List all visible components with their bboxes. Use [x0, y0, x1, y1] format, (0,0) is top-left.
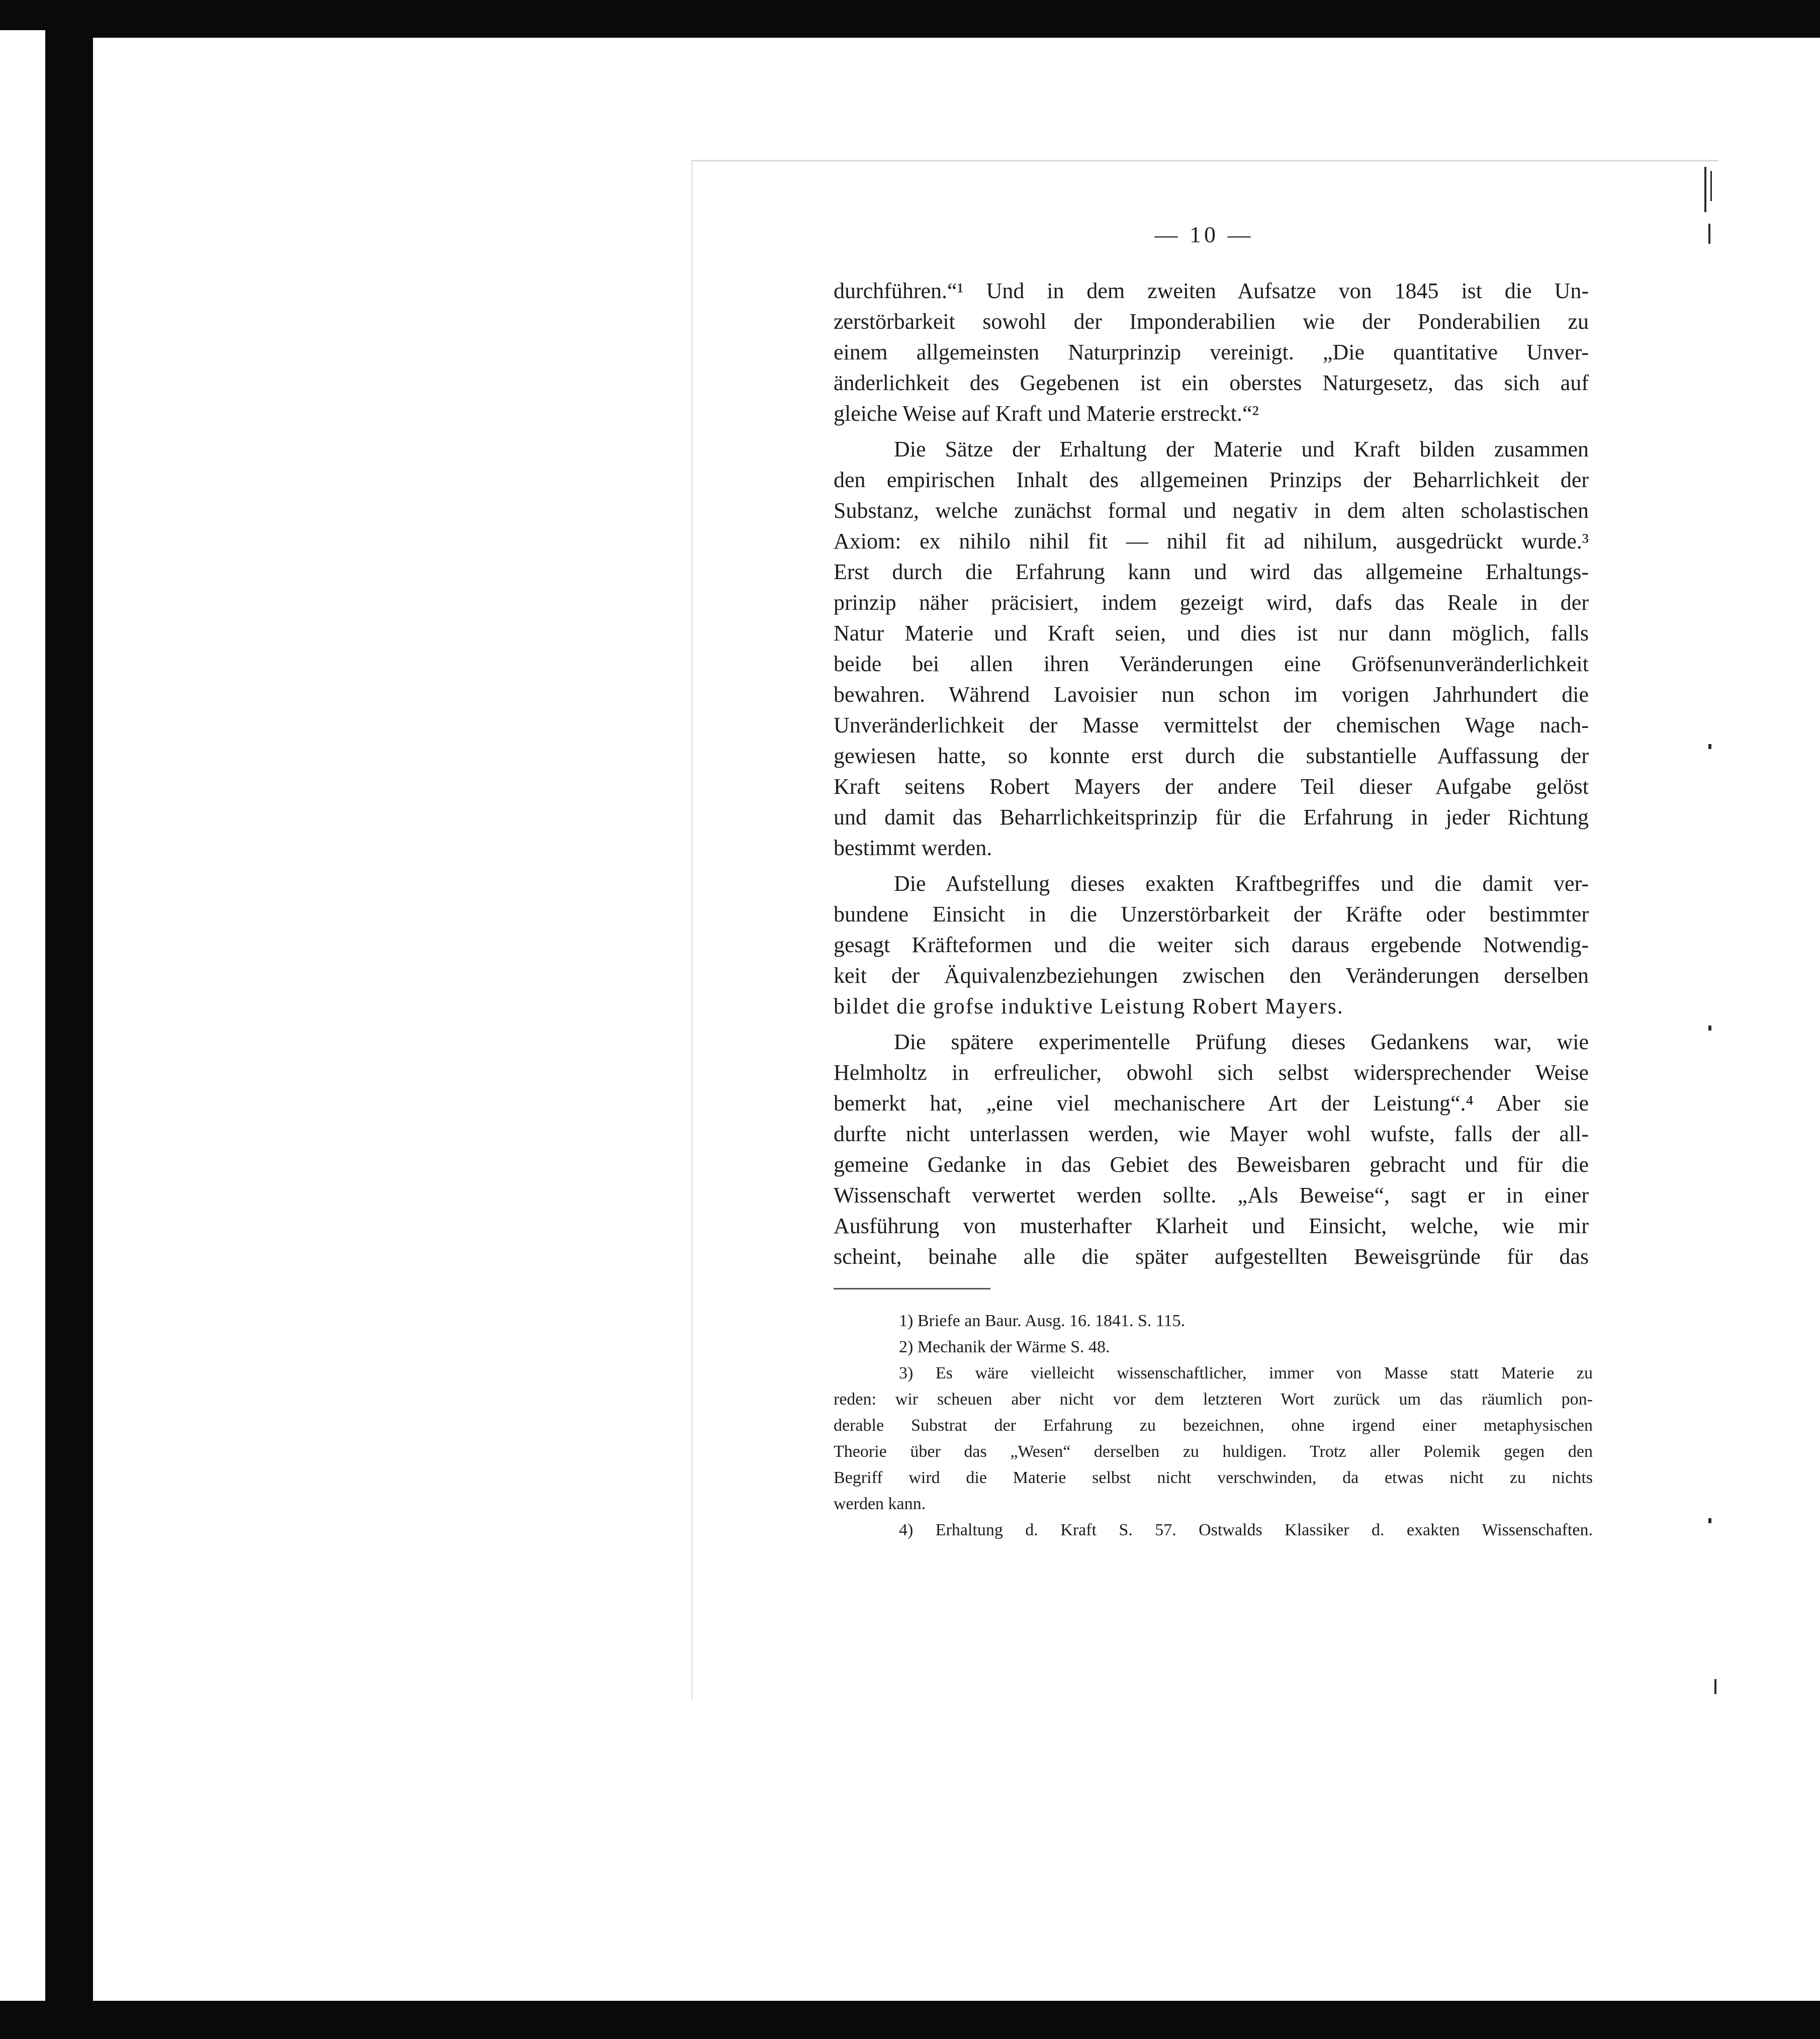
body-line: Die Sätze der Erhaltung der Materie und Kraft bilden zusammen: [894, 437, 1589, 461]
footnote-line: Theorie über das „Wesen“ derselben zu huldigen. Trotz aller Polemik gegen den: [834, 1442, 1593, 1461]
body-line: den empirischen Inhalt des allgemeinen Prinzips der Beharrlichkeit der: [834, 468, 1589, 492]
body-line: durfte nicht unterlassen werden, wie Mayer wohl wufste, falls der all-: [834, 1122, 1589, 1146]
body-line: bestimmt werden.: [834, 836, 992, 860]
body-line: scheint, beinahe alle die später aufgestellten Beweisgründe für das: [834, 1244, 1589, 1269]
scan-margin-strip: [0, 30, 45, 2039]
body-line: Erst durch die Erfahrung kann und wird das allgemeine Erhaltungs-: [834, 560, 1589, 584]
body-line: gewiesen hatte, so konnte erst durch die substantielle Auffassung der: [834, 744, 1589, 768]
body-line: durchführen.“¹ Und in dem zweiten Aufsatze von 1845 ist die Un-: [834, 279, 1589, 303]
body-line: gemeine Gedanke in das Gebiet des Beweisbaren gebracht und für die: [834, 1152, 1589, 1177]
body-line: bildet die grofse induktive Leistung Robert Mayers.: [834, 994, 1344, 1018]
body-line: beide bei allen ihren Veränderungen eine Gröfsenunveränderlichkeit: [834, 652, 1589, 676]
footnote-line: 4) Erhaltung d. Kraft S. 57. Ostwalds Klassiker d. exakten Wissenschaften.: [899, 1521, 1593, 1539]
footnotes: [834, 1308, 1593, 1543]
page-number: — 10 —: [1154, 222, 1254, 247]
body-line: prinzip näher präcisiert, indem gezeigt wird, dafs das Reale in der: [834, 590, 1589, 615]
body-line: Unveränderlichkeit der Masse vermittelst der chemischen Wage nach-: [834, 713, 1589, 737]
body-line: Wissenschaft verwertet werden sollte. „Als Beweise“, sagt er in einer: [834, 1183, 1589, 1208]
body-line: gesagt Kräfteformen und die weiter sich daraus ergebende Notwendig-: [834, 933, 1589, 957]
body-line: gleiche Weise auf Kraft und Materie erstreckt.“²: [834, 401, 1259, 426]
body-line: einem allgemeinsten Naturprinzip vereinigt. „Die quantitative Unver-: [834, 340, 1589, 364]
footnote-line: 3) Es wäre vielleicht wissenschaftlicher, immer von Masse statt Materie zu: [899, 1364, 1593, 1382]
body-line: Substanz, welche zunächst formal und negativ in dem alten scholastischen: [834, 498, 1589, 523]
body-line: bundene Einsicht in die Unzerstörbarkeit der Kräfte oder bestimmter: [834, 902, 1589, 926]
body-line: und damit das Beharrlichkeitsprinzip für die Erfahrung in jeder Richtung: [834, 805, 1589, 829]
page-edge-marks: [1703, 161, 1717, 1699]
body-line: zerstörbarkeit sowohl der Imponderabilien wie der Ponderabilien zu: [834, 309, 1589, 334]
footnote-line: 2) Mechanik der Wärme S. 48.: [899, 1338, 1110, 1356]
footnote-line: derable Substrat der Erfahrung zu bezeichnen, ohne irgend einer metaphysischen: [834, 1416, 1593, 1435]
body-line: Die Aufstellung dieses exakten Kraftbegriffes und die damit ver-: [894, 871, 1589, 896]
footnote-line: 1) Briefe an Baur. Ausg. 16. 1841. S. 115.: [899, 1312, 1186, 1330]
footnote-line: werden kann.: [834, 1495, 926, 1513]
body-line: Die spätere experimentelle Prüfung dieses Gedankens war, wie: [894, 1030, 1589, 1054]
footnote-line: reden: wir scheuen aber nicht vor dem letzteren Wort zurück um das räumlich pon-: [834, 1390, 1593, 1409]
body-line: Axiom: ex nihilo nihil fit — nihil fit ad nihilum, ausgedrückt wurde.³: [834, 529, 1589, 553]
body-line: Kraft seitens Robert Mayers der andere Teil dieser Aufgabe gelöst: [834, 774, 1589, 799]
body-line: Natur Materie und Kraft seien, und dies ist nur dann möglich, falls: [834, 621, 1589, 645]
body-line: änderlichkeit des Gegebenen ist ein oberstes Naturgesetz, das sich auf: [834, 370, 1589, 395]
scan-border-top: [0, 0, 1820, 38]
body-line: bewahren. Während Lavoisier nun schon im vorigen Jahrhundert die: [834, 682, 1589, 707]
body-line: bemerkt hat, „eine viel mechanischere Art der Leistung“.⁴ Aber sie: [834, 1091, 1589, 1116]
body-line: keit der Äquivalenzbeziehungen zwischen den Veränderungen derselben: [834, 963, 1589, 988]
body-line: Helmholtz in erfreulicher, obwohl sich selbst widersprechender Weise: [834, 1060, 1589, 1085]
scan-border-bottom: [0, 2001, 1820, 2039]
footnote-line: Begriff wird die Materie selbst nicht verschwinden, da etwas nicht zu nichts: [834, 1468, 1593, 1487]
body-text: [834, 275, 1589, 1272]
body-line: Ausführung von musterhafter Klarheit und Einsicht, welche, wie mir: [834, 1214, 1589, 1238]
footnote-separator: [834, 1288, 990, 1289]
